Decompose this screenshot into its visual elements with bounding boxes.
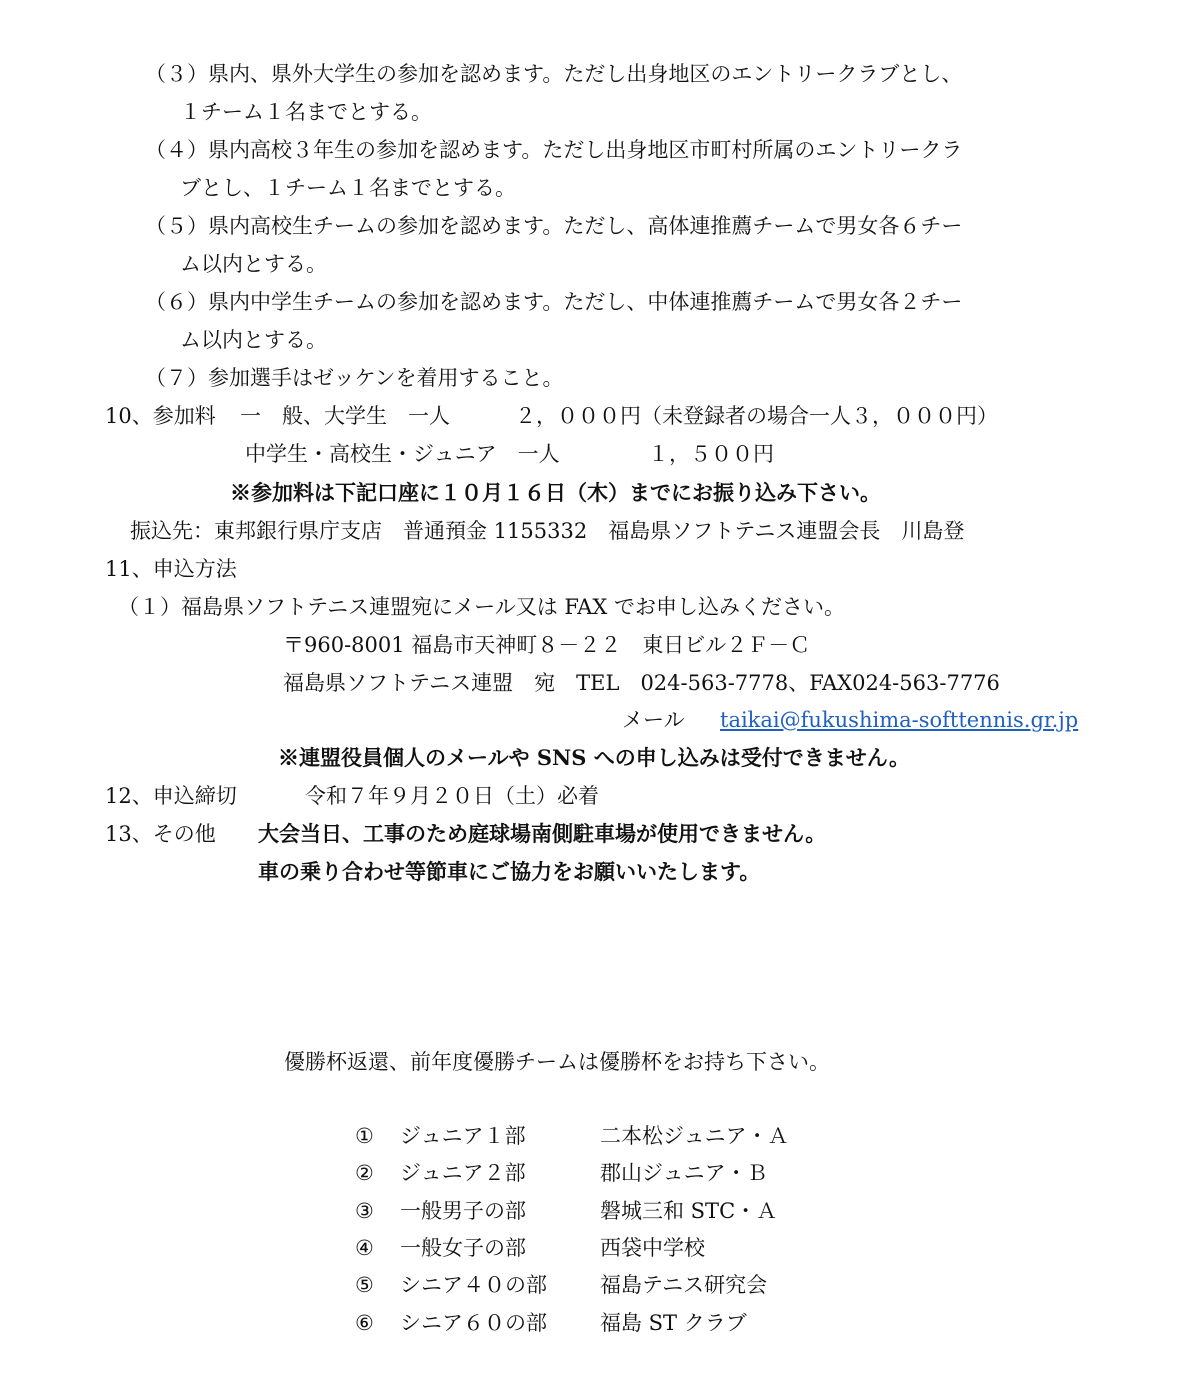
circled-number-mark: ① [355, 1124, 374, 1148]
circled-number-mark: ② [355, 1161, 374, 1185]
circled-number-mark: ⑥ [355, 1311, 374, 1335]
participation-item-4-line2: ブとし、１チーム１名までとする。 [180, 176, 516, 200]
trophy-division: シニア６０の部 [400, 1311, 547, 1335]
other-line-2: 車の乗り合わせ等節車にご協力をお願いいたします。 [258, 859, 761, 884]
other-line-1: 大会当日、工事のため庭球場南側駐車場が使用できません。 [258, 821, 827, 846]
circled-number-mark: ⑤ [355, 1273, 374, 1297]
application-heading: 11、申込方法 [105, 557, 237, 581]
trophy-team: 西袋中学校 [600, 1236, 705, 1260]
trophy-notice: 優勝杯返還、前年度優勝チームは優勝杯をお持ち下さい。 [284, 1050, 830, 1074]
fee-general-label: 一 般、大学生 一人 [240, 404, 450, 428]
trophy-team: 福島 ST クラブ [600, 1311, 747, 1335]
participation-item-3-line2: １チーム１名までとする。 [180, 100, 432, 124]
fee-payment-note: ※参加料は下記口座に１０月１６日（木）までにお振り込み下さい。 [230, 480, 881, 505]
fee-heading: 10、参加料 [105, 404, 216, 428]
application-mail-label: メール [622, 708, 685, 732]
trophy-team: 磐城三和 STC・Ａ [600, 1199, 778, 1223]
fee-transfer-account: 振込先：東邦銀行県庁支店 普通預金 1155332 福島県ソフトテニス連盟会長 川島登 [130, 519, 965, 543]
application-email-link[interactable]: taikai@fukushima-softtennis.gr.jp [720, 708, 1079, 732]
participation-item-3-line1: （３）県内、県外大学生の参加を認めます。ただし出身地区のエントリークラブとし、 [145, 62, 963, 86]
trophy-division: シニア４０の部 [400, 1273, 547, 1297]
participation-item-5-line2: ム以内とする。 [180, 252, 327, 276]
circled-number-mark: ③ [355, 1199, 374, 1223]
deadline-heading: 12、申込締切 [105, 784, 237, 808]
application-contact: 福島県ソフトテニス連盟 宛 TEL 024-563-7778、FAX024-563-7776 [283, 671, 1000, 695]
application-note: ※連盟役員個人のメールや SNS への申し込みは受付できません。 [278, 745, 910, 770]
fee-general-amount: ２，０００円（未登録者の場合一人３，０００円） [515, 404, 998, 428]
trophy-division: 一般女子の部 [400, 1236, 526, 1260]
trophy-team: 福島テニス研究会 [600, 1273, 768, 1297]
fee-junior-label: 中学生・高校生・ジュニア 一人 [245, 442, 560, 466]
trophy-team: 郡山ジュニア・Ｂ [600, 1161, 768, 1185]
trophy-division: ジュニア１部 [400, 1124, 526, 1148]
trophy-division: 一般男子の部 [400, 1199, 526, 1223]
participation-item-7: （７）参加選手はゼッケンを着用すること。 [145, 366, 564, 390]
circled-number-mark: ④ [355, 1236, 374, 1260]
participation-item-5-line1: （５）県内高校生チームの参加を認めます。ただし、高体連推薦チームで男女各６チー [145, 214, 963, 238]
application-method: （１）福島県ソフトテニス連盟宛にメール又は FAX でお申し込みください。 [118, 595, 845, 619]
participation-item-6-line1: （６）県内中学生チームの参加を認めます。ただし、中体連推薦チームで男女各２チー [145, 290, 963, 314]
trophy-team: 二本松ジュニア・Ａ [600, 1124, 789, 1148]
fee-junior-amount: １，５００円 [648, 442, 774, 466]
participation-item-4-line1: （４）県内高校３年生の参加を認めます。ただし出身地区市町村所属のエントリークラ [145, 138, 963, 162]
other-heading: 13、その他 [105, 822, 216, 846]
application-address: 〒960-8001 福島市天神町８－２２ 東日ビル２Ｆ－Ｃ [283, 633, 811, 657]
deadline-date: 令和７年９月２０日（土）必着 [305, 784, 599, 808]
trophy-division: ジュニア２部 [400, 1161, 526, 1185]
participation-item-6-line2: ム以内とする。 [180, 328, 327, 352]
